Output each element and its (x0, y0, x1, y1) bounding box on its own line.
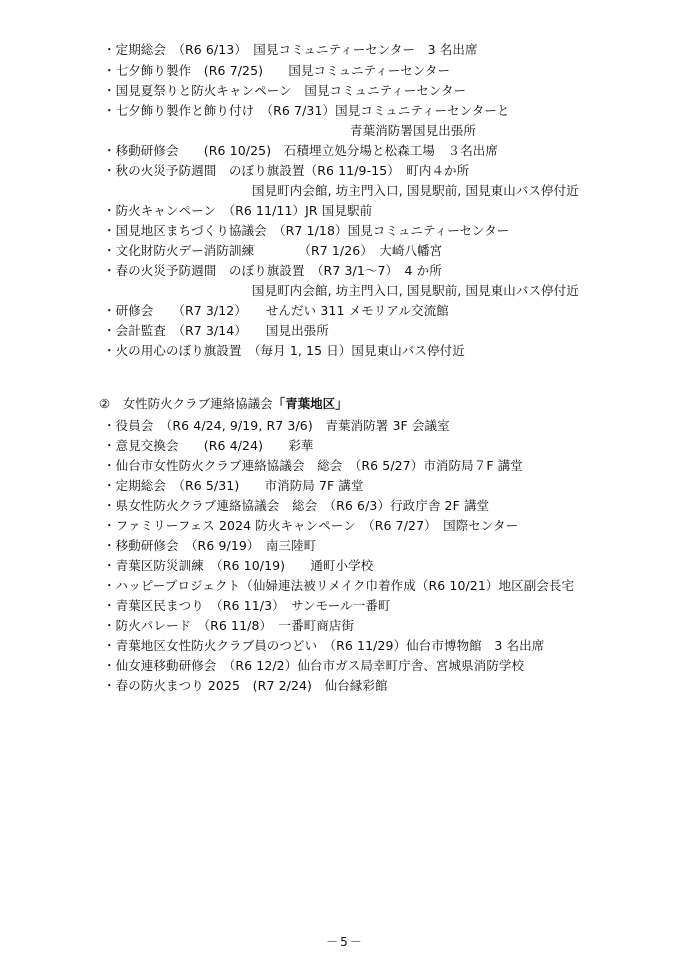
list-item: ・国見地区まちづくり協議会 （R7 1/18）国見コミュニティーセンター (103, 223, 510, 238)
list-item: ・定期総会 （R6 5/31) 市消防局 7F 講堂 (103, 478, 364, 493)
list-item: ・秋の火災予防週間 のぼり旗設置（R6 11/9-15） 町内４か所 (103, 163, 470, 178)
page-number: －5－ (326, 935, 364, 949)
list-item: ・ハッピープロジェクト（仙婦連法被リメイク巾着作成（R6 10/21）地区副会長宅 (103, 578, 575, 593)
list-item: ・青葉地区女性防火クラブ員のつどい （R6 11/29）仙台市博物館 3 名出席 (103, 638, 545, 653)
list-item-continuation: 国見町内会館, 坊主門入口, 国見駅前, 国見東山バス停付近 (252, 183, 579, 198)
list-item-continuation: 青葉消防署国見出張所 (350, 123, 477, 138)
list-item: ・七夕飾り製作 (R6 7/25) 国見コミュニティーセンター (103, 63, 451, 78)
list-item: ・国見夏祭りと防火キャンペーン 国見コミュニティーセンター (103, 83, 467, 98)
list-item: ・七夕飾り製作と飾り付け （R6 7/31）国見コミュニティーセンターと (103, 103, 510, 118)
list-item: ・定期総会 （R6 6/13） 国見コミュニティーセンター 3 名出席 (103, 42, 478, 57)
list-item: ・移動研修会 (R6 10/25) 石積埋立処分場と松森工場 ３名出席 (103, 143, 498, 158)
list-item: ・県女性防火クラブ連絡協議会 総会 （R6 6/3）行政庁舎 2F 講堂 (103, 498, 490, 513)
list-item: ・青葉区民まつり （R6 11/3） サンモール一番町 (103, 598, 391, 613)
list-item: ・意見交換会 (R6 4/24) 彩華 (103, 438, 314, 453)
list-item: ・仙女連移動研修会 （R6 12/2）仙台市ガス局幸町庁舎、宮城県消防学校 (103, 658, 525, 673)
list-item: ・防火パレード （R6 11/8） 一番町商店街 (103, 618, 355, 633)
list-item: ・火の用心のぼり旗設置 （毎月 1, 15 日）国見東山バス停付近 (103, 343, 465, 358)
list-item: ・文化財防火デー消防訓練 （R7 1/26） 大崎八幡宮 (103, 243, 443, 258)
section-heading-area: 「青葉地区」 (272, 396, 348, 411)
list-item: ・仙台市女性防火クラブ連絡協議会 総会 （R6 5/27）市消防局７F 講堂 (103, 458, 523, 473)
list-item: ・研修会 （R7 3/12） せんだい 311 メモリアル交流館 (103, 303, 449, 318)
section-heading-prefix: ② 女性防火クラブ連絡協議会 (98, 396, 273, 411)
list-item: ・春の火災予防週間 のぼり旗設置 （R7 3/1〜7） 4 か所 (103, 263, 442, 278)
list-item: ・移動研修会 （R6 9/19） 南三陸町 (103, 538, 317, 553)
section-heading (83, 380, 348, 411)
list-item: ・ファミリーフェス 2024 防火キャンペーン （R6 7/27） 国際センター (103, 518, 519, 533)
list-item-continuation: 国見町内会館, 坊主門入口, 国見駅前, 国見東山バス停付近 (252, 283, 579, 298)
list-item: ・会計監査 （R7 3/14） 国見出張所 (103, 323, 329, 338)
list-item: ・春の防火まつり 2025 (R7 2/24) 仙台縁彩館 (103, 678, 388, 693)
list-item: ・防火キャンペーン （R6 11/11）JR 国見駅前 (103, 203, 373, 218)
list-item: ・青葉区防災訓練 （R6 10/19) 通町小学校 (103, 558, 374, 573)
list-item: ・役員会 （R6 4/24, 9/19, R7 3/6) 青葉消防署 3F 会議室 (103, 418, 450, 433)
